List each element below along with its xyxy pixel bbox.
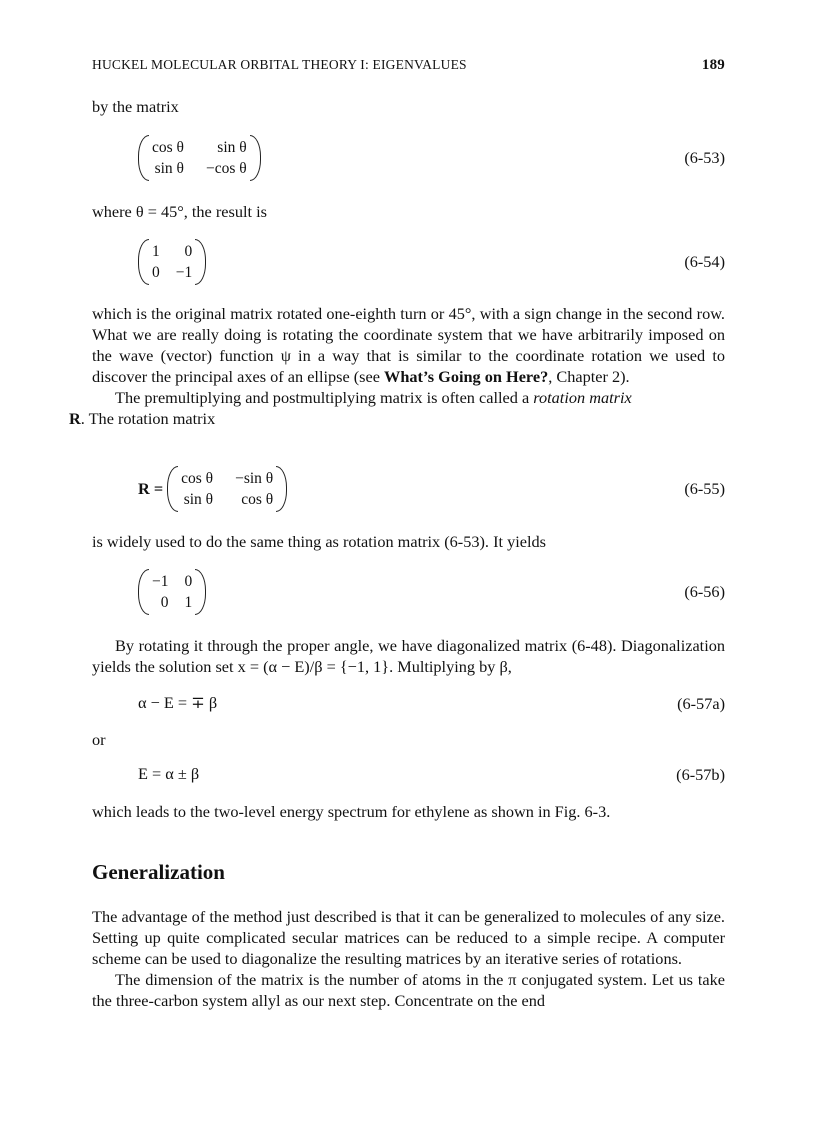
text-where-theta: where θ = 45°, the result is [92, 202, 267, 221]
running-header [92, 57, 725, 77]
right-paren [195, 239, 206, 285]
matrix-6-56 [138, 567, 206, 617]
equation-number: (6-57b) [676, 765, 725, 784]
left-paren [138, 135, 149, 181]
matrix-6-55 [138, 464, 287, 514]
matrix-cell: −1 [152, 573, 169, 590]
equation-6-55 [92, 464, 725, 514]
equation-6-54 [92, 237, 725, 287]
right-paren [276, 466, 287, 512]
equation-number: (6-53) [684, 148, 725, 167]
matrix-cell: cos θ [241, 491, 274, 508]
matrix-cell: 0 [160, 594, 169, 611]
paragraph-5: The dimension of the matrix is the number of atoms in the π conjugated system. Let us take the three-carbon system allyl as our next step. Concentrate on the end [92, 970, 725, 1010]
matrix-cell: cos θ [181, 470, 214, 487]
paragraph-4: The advantage of the method just described is that it can be generalized to molecules of any size. Setting up quite complicated secular matrices can be reduced to a simple recipe. A computer scheme can be used to diagonalize the resulting matrices by an iterative series of rotations. [92, 907, 725, 968]
text-leads-to: which leads to the two-level energy spectrum for ethylene as shown in Fig. 6-3. [92, 802, 611, 821]
text-or: or [92, 730, 106, 749]
paragraph-diagonalized [92, 635, 725, 677]
equation-6-53 [92, 133, 725, 183]
equation-number: (6-57a) [677, 694, 725, 713]
matrix-cell: sin θ [183, 491, 214, 508]
right-paren [250, 135, 261, 181]
left-paren [138, 239, 149, 285]
matrix-cell: 1 [184, 594, 193, 611]
paragraph-1: which is the original matrix rotated one-eighth turn or 45°, with a sign change in the second row. What we are really doing is rotating the coordinate system that we have arbitrarily imposed on the wave (vector) function ψ in a way that is similar to the coordinate rotation we used to discover the principal axes of an ellipse (see What’s Going on Here?, Chapter 2). [92, 304, 725, 386]
text-widely-used: is widely used to do the same thing as rotation matrix (6-53). It yields [92, 532, 546, 551]
equation-number: (6-55) [684, 479, 725, 498]
matrix-cell: cos θ [152, 139, 184, 156]
matrix-cell: 0 [184, 243, 193, 260]
matrix-cell: sin θ [217, 139, 247, 156]
header-title: HUCKEL MOLECULAR ORBITAL THEORY I: EIGENVALUES [92, 57, 467, 72]
matrix-cell: 1 [152, 243, 160, 260]
matrix-cell: −1 [175, 264, 193, 281]
matrix-cell: 0 [184, 573, 193, 590]
equation-expression: E = α ± β [138, 764, 200, 783]
equation-6-57a [92, 693, 725, 715]
left-paren [138, 569, 149, 615]
matrix-cell: −cos θ [205, 160, 247, 177]
equation-6-56 [92, 567, 725, 617]
equation-number: (6-56) [684, 582, 725, 601]
rotation-matrix-label: R = [138, 479, 164, 498]
equation-expression: α − E = ∓ β [138, 693, 218, 712]
paragraph-rotation [69, 303, 725, 429]
right-paren [195, 569, 206, 615]
text-by-the-matrix: by the matrix [92, 97, 179, 116]
matrix-6-53 [138, 133, 261, 183]
equation-number: (6-54) [684, 252, 725, 271]
matrix-cell: sin θ [154, 160, 184, 177]
matrix-cell: 0 [152, 264, 160, 281]
matrix-cell: −sin θ [235, 470, 274, 487]
equation-6-57b [92, 764, 725, 786]
section-heading: Generalization [92, 860, 225, 884]
page-number: 189 [701, 57, 725, 73]
paragraph-generalization [92, 906, 725, 1011]
left-paren [167, 466, 178, 512]
matrix-6-54 [138, 237, 206, 287]
paragraph-3: By rotating it through the proper angle, we have diagonalized matrix (6-48). Diagonalization yields the solution set x = (α − E)/β = {−1, 1}. Multiplying by β, [92, 636, 725, 676]
paragraph-2: The premultiplying and postmultiplying matrix is often called a rotation matrix R. The rotation matrix [69, 388, 632, 428]
